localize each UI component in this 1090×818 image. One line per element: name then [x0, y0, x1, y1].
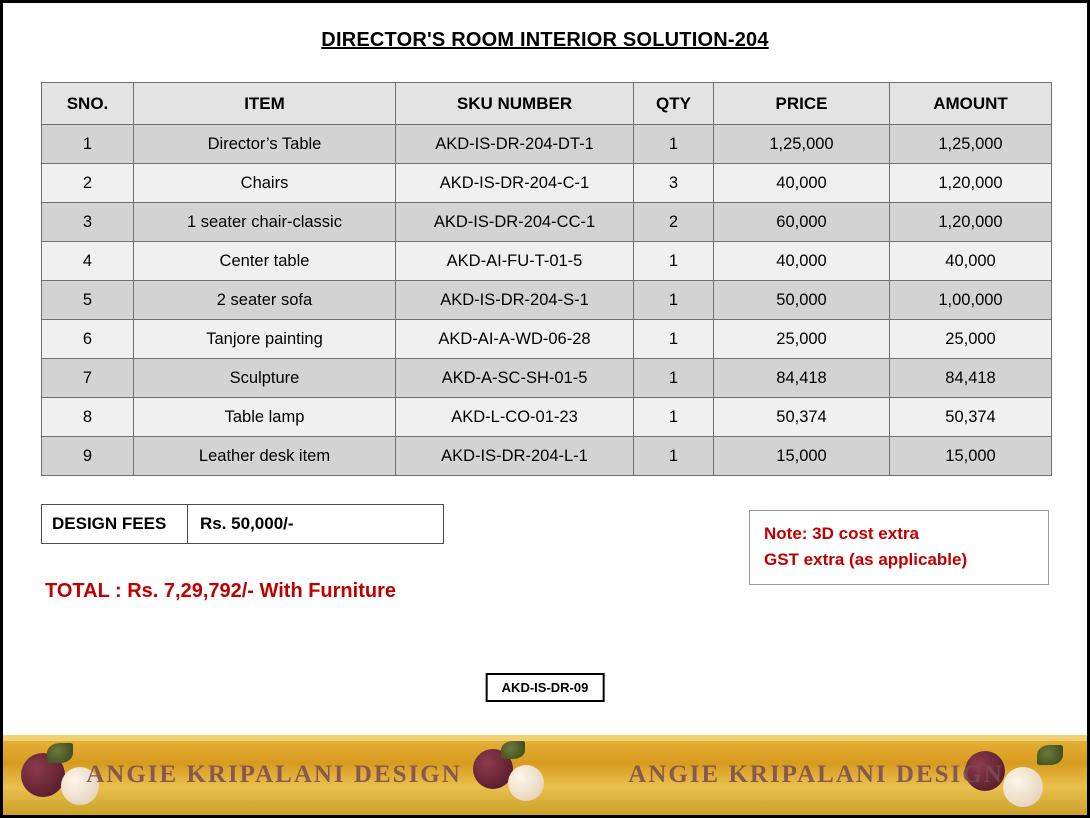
cell-price: 25,000: [714, 320, 890, 359]
design-fees-label: DESIGN FEES: [42, 505, 188, 543]
note-box: [749, 510, 1049, 585]
cell-qty: 1: [634, 398, 714, 437]
cell-sno: 7: [42, 359, 134, 398]
cell-sku: AKD-AI-A-WD-06-28: [396, 320, 634, 359]
cell-sku: AKD-IS-DR-204-CC-1: [396, 203, 634, 242]
column-header-sku: SKU NUMBER: [396, 83, 634, 125]
leaf-icon: [47, 743, 73, 763]
cell-sno: 6: [42, 320, 134, 359]
brand-text-left: ANGIE KRIPALANI DESIGN: [86, 761, 462, 788]
cell-sno: 9: [42, 437, 134, 476]
cell-qty: 1: [634, 437, 714, 476]
cell-price: 40,000: [714, 164, 890, 203]
table-row: [42, 125, 1052, 164]
cell-amount: 25,000: [890, 320, 1052, 359]
cell-item: Tanjore painting: [134, 320, 396, 359]
cell-amount: 1,20,000: [890, 164, 1052, 203]
cell-amount: 1,25,000: [890, 125, 1052, 164]
cell-qty: 1: [634, 359, 714, 398]
cell-item: Chairs: [134, 164, 396, 203]
cell-amount: 84,418: [890, 359, 1052, 398]
total-amount-text: TOTAL : Rs. 7,29,792/- With Furniture: [45, 580, 396, 602]
cell-item: Table lamp: [134, 398, 396, 437]
cell-qty: 1: [634, 320, 714, 359]
footer-brand-band: [3, 735, 1087, 815]
table-row: [42, 437, 1052, 476]
cell-price: 84,418: [714, 359, 890, 398]
table-row: [42, 242, 1052, 281]
design-fees-value: Rs. 50,000/-: [200, 514, 294, 533]
cell-sku: AKD-A-SC-SH-01-5: [396, 359, 634, 398]
cell-item: 1 seater chair-classic: [134, 203, 396, 242]
cell-item: Sculpture: [134, 359, 396, 398]
cell-price: 1,25,000: [714, 125, 890, 164]
cell-amount: 40,000: [890, 242, 1052, 281]
table-row: [42, 164, 1052, 203]
cell-item: Leather desk item: [134, 437, 396, 476]
cell-item: 2 seater sofa: [134, 281, 396, 320]
cell-qty: 3: [634, 164, 714, 203]
cell-sno: 4: [42, 242, 134, 281]
design-fees-box: [41, 504, 444, 544]
note-line-2: GST extra (as applicable): [764, 550, 968, 570]
band-top-stripe: [3, 735, 1087, 741]
cell-sno: 1: [42, 125, 134, 164]
brand-text-right: ANGIE KRIPALANI DESIGN: [628, 761, 1004, 788]
leaf-icon: [501, 741, 525, 759]
cell-sku: AKD-IS-DR-204-L-1: [396, 437, 634, 476]
summary-section: [41, 504, 1049, 664]
cell-sno: 5: [42, 281, 134, 320]
column-header-qty: QTY: [634, 83, 714, 125]
table-row: [42, 398, 1052, 437]
page-title: DIRECTOR'S ROOM INTERIOR SOLUTION-204: [321, 29, 769, 51]
column-header-price: PRICE: [714, 83, 890, 125]
cell-sku: AKD-AI-FU-T-01-5: [396, 242, 634, 281]
cell-sno: 8: [42, 398, 134, 437]
cell-item: Center table: [134, 242, 396, 281]
cell-qty: 2: [634, 203, 714, 242]
cell-qty: 1: [634, 242, 714, 281]
cell-sku: AKD-IS-DR-204-S-1: [396, 281, 634, 320]
table-row: [42, 359, 1052, 398]
cell-price: 60,000: [714, 203, 890, 242]
table-row: [42, 203, 1052, 242]
cell-sno: 2: [42, 164, 134, 203]
cell-amount: 1,20,000: [890, 203, 1052, 242]
cell-price: 50,374: [714, 398, 890, 437]
cell-sno: 3: [42, 203, 134, 242]
table-row: [42, 281, 1052, 320]
cell-qty: 1: [634, 281, 714, 320]
cell-item: Director’s Table: [134, 125, 396, 164]
cell-sku: AKD-IS-DR-204-C-1: [396, 164, 634, 203]
cell-price: 50,000: [714, 281, 890, 320]
cell-amount: 15,000: [890, 437, 1052, 476]
items-table-wrapper: [41, 82, 1049, 476]
table-row: [42, 320, 1052, 359]
column-header-amount: AMOUNT: [890, 83, 1052, 125]
column-header-item: ITEM: [134, 83, 396, 125]
cell-sku: AKD-L-CO-01-23: [396, 398, 634, 437]
document-code-badge: AKD-IS-DR-09: [486, 673, 605, 702]
note-line-1: Note: 3D cost extra: [764, 524, 919, 543]
cell-qty: 1: [634, 125, 714, 164]
items-table: [41, 82, 1052, 476]
cell-price: 15,000: [714, 437, 890, 476]
cell-amount: 1,00,000: [890, 281, 1052, 320]
column-header-sno: SNO.: [42, 83, 134, 125]
brand-row: [3, 761, 1087, 789]
table-header-row: [42, 83, 1052, 125]
cell-sku: AKD-IS-DR-204-DT-1: [396, 125, 634, 164]
cell-amount: 50,374: [890, 398, 1052, 437]
cell-price: 40,000: [714, 242, 890, 281]
